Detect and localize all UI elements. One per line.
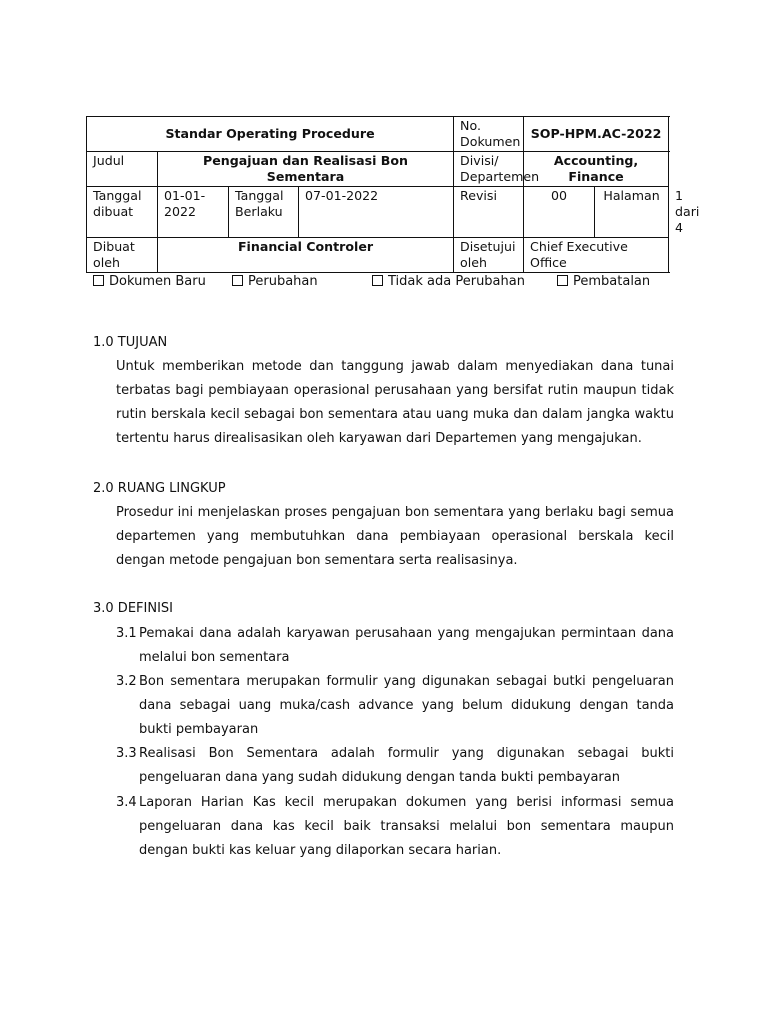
definition-text: Bon sementara merupakan formulir yang digunakan sebagai butki pengeluaran dana sebagai uang muka/cash advance yang belum didukung dengan tanda bukti pembayaran — [139, 674, 674, 737]
definition-text: Pemakai dana adalah karyawan perusahaan yang mengajukan permintaan dana melalui bon sementara — [139, 626, 674, 665]
revisi-label: Revisi — [454, 187, 524, 238]
section-text-tujuan: Untuk memberikan metode dan tanggung jawab dalam menyediakan dana tunai terbatas bagi pembiayaan operasional perusahaan yang bersifat rutin maupun tidak rutin berskala kecil sebagai bon sementara atau uang muka dan dalam jangka waktu tertentu harus direalisasikan oleh karyawan dari Departemen yang mengajukan. — [116, 359, 674, 446]
checkbox-pembatalan[interactable] — [557, 274, 650, 289]
divisi-value: Accounting, Finance — [524, 152, 669, 187]
section-title-tujuan: 1.0 TUJUAN — [93, 335, 168, 350]
tanggal-dibuat-value: 01-01-2022 — [158, 187, 229, 238]
checkbox-label: Dokumen Baru — [109, 274, 206, 289]
tanggal-dibuat-label: Tanggal dibuat — [87, 187, 158, 238]
tanggal-berlaku-value: 07-01-2022 — [299, 187, 454, 238]
no-dokumen-label: No. Dokumen — [454, 117, 524, 152]
disetujui-oleh-value: Chief Executive Office — [524, 238, 669, 273]
checkbox-tidak-ada-perubahan[interactable] — [372, 274, 525, 289]
definition-item — [116, 622, 674, 670]
no-dokumen-value: SOP-HPM.AC-2022 — [524, 117, 669, 152]
definition-item — [116, 742, 674, 790]
checkbox-label: Pembatalan — [573, 274, 651, 289]
document-status-checkboxes — [0, 274, 768, 292]
revisi-value: 00 — [524, 187, 595, 238]
checkbox-icon — [372, 275, 383, 286]
section-title-ruang-lingkup: 2.0 RUANG LINGKUP — [93, 481, 226, 496]
definition-text: Laporan Harian Kas kecil merupakan dokumen yang berisi informasi semua pengeluaran dana kas kecil baik transaksi melalui bon sementara maupun dengan bukti kas keluar yang dilaporkan secara harian. — [139, 795, 674, 858]
judul-label: Judul — [87, 152, 158, 187]
definition-item — [116, 791, 674, 863]
section-title-definisi: 3.0 DEFINISI — [93, 601, 173, 616]
dibuat-oleh-label: Dibuat oleh — [87, 238, 158, 273]
definition-number: 3.3 — [116, 746, 137, 761]
definition-text: Realisasi Bon Sementara adalah formulir yang digunakan sebagai bukti pengeluaran dana yang sudah didukung dengan tanda bukti pembayaran — [139, 746, 674, 785]
checkbox-perubahan[interactable] — [232, 274, 318, 289]
checkbox-icon — [557, 275, 568, 286]
checkbox-label: Tidak ada Perubahan — [388, 274, 525, 289]
sop-title: Standar Operating Procedure — [87, 117, 454, 152]
checkbox-dokumen-baru[interactable] — [93, 274, 206, 289]
tanggal-berlaku-label: Tanggal Berlaku — [229, 187, 299, 238]
checkbox-label: Perubahan — [248, 274, 318, 289]
definition-item — [116, 670, 674, 742]
definition-number: 3.2 — [116, 674, 137, 689]
definition-number: 3.1 — [116, 626, 137, 641]
divisi-label: Divisi/ Departemen — [454, 152, 524, 187]
definition-number: 3.4 — [116, 795, 137, 810]
dibuat-oleh-value: Financial Controler — [158, 238, 454, 273]
checkbox-icon — [232, 275, 243, 286]
judul-value: Pengajuan dan Realisasi Bon Sementara — [158, 152, 454, 187]
disetujui-oleh-label: Disetujui oleh — [454, 238, 524, 273]
halaman-label: Halaman — [595, 187, 669, 238]
sop-header-table: Standar Operating Procedure No. Dokumen SOP-HPM.AC-2022 Judul Pengajuan dan Realisasi Bon Sementara Divisi/ Departemen Accounting, Finance Tanggal dibuat 01-01-2022 Tanggal Berlaku 07-01-2022 Revisi 00 Halaman 1 dari 4 Dibuat oleh Financial Controler Disetujui oleh Chief Executive Office — [86, 116, 669, 273]
checkbox-icon — [93, 275, 104, 286]
section-text-ruang-lingkup: Prosedur ini menjelaskan proses pengajuan bon sementara yang berlaku bagi semua departemen yang membutuhkan dana pembiayaan operasional berskala kecil dengan metode pengajuan bon sementara serta realisasinya. — [116, 505, 674, 568]
